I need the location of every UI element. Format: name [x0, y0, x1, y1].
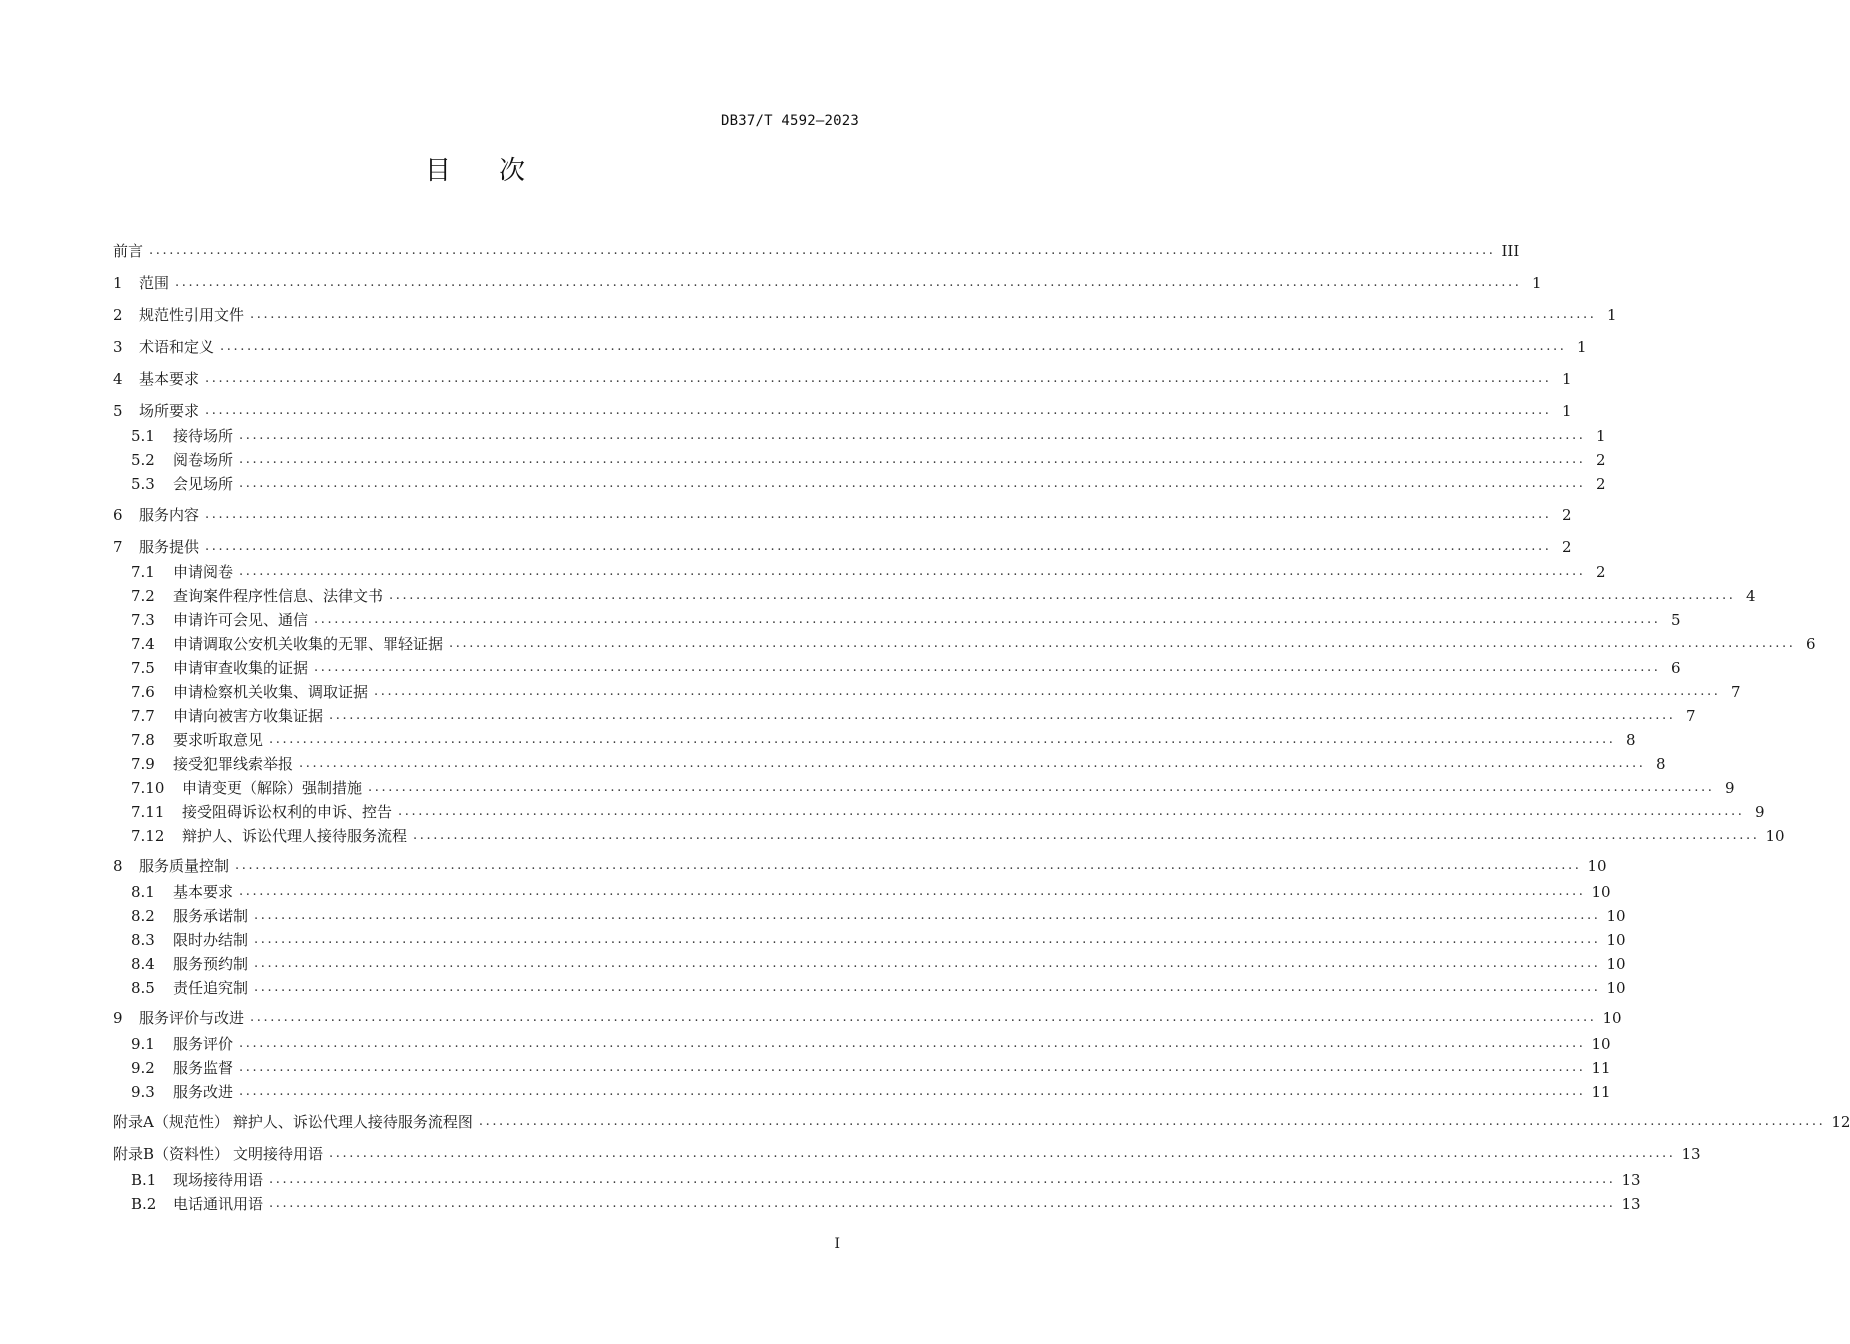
toc-entry-page: 8 [1655, 755, 1666, 773]
toc-entry-page: 8 [1625, 731, 1636, 749]
toc-entry-page: 10 [1587, 857, 1607, 875]
toc-entry-label: 服务承诺制 [173, 907, 249, 925]
toc-entry-number: B.1 [131, 1171, 157, 1189]
toc-leader-dots: ........................................................................................................................................................................................................ [239, 428, 1586, 443]
toc-entry-number: 5 [113, 402, 123, 420]
title-char-2: 次 [499, 156, 526, 186]
toc-entry-number: 7.3 [131, 611, 155, 629]
toc-leader-dots: ........................................................................................................................................................................................................ [314, 660, 1661, 675]
toc-entry-number: 7.8 [131, 731, 155, 749]
toc-entry-label: 查询案件程序性信息、法律文书 [173, 587, 384, 605]
toc-entry-page: 1 [1595, 427, 1606, 445]
toc-entry[interactable] [113, 425, 1606, 447]
toc-entry-page: 4 [1745, 587, 1756, 605]
toc-entry[interactable] [113, 585, 1756, 607]
toc-entry-page: 11 [1591, 1083, 1611, 1101]
toc-entry-number: 8.3 [131, 931, 155, 949]
toc-entry-number: 5.1 [131, 427, 155, 445]
toc-entry-page: 13 [1681, 1145, 1701, 1163]
toc-leader-dots: ........................................................................................................................................................................................................ [254, 908, 1601, 923]
toc-entry-number: 8.5 [131, 979, 155, 997]
toc-entry-label: 申请审查收集的证据 [173, 659, 309, 677]
toc-entry[interactable] [113, 633, 1816, 655]
toc-leader-dots: ........................................................................................................................................................................................................ [478, 1114, 1826, 1129]
page-number: I [834, 1236, 840, 1252]
toc-leader-dots: ........................................................................................................................................................................................................ [314, 612, 1661, 627]
toc-entry-page: 10 [1606, 907, 1626, 925]
toc-leader-dots: ........................................................................................................................................................................................................ [239, 1084, 1586, 1099]
toc-entry[interactable] [113, 855, 1607, 877]
toc-entry-number: 9.2 [131, 1059, 155, 1077]
toc-entry[interactable] [113, 705, 1696, 727]
toc-entry-label: 范围 [139, 274, 170, 292]
toc-leader-dots: ........................................................................................................................................................................................................ [220, 339, 1567, 354]
toc-entry-page: 1 [1531, 274, 1542, 292]
toc-entry-label: 电话通讯用语 [173, 1195, 264, 1213]
toc-entry[interactable] [113, 504, 1572, 526]
toc-entry-label: 服务评价与改进 [139, 1009, 245, 1027]
toc-entry[interactable] [113, 953, 1626, 975]
toc-entry-page: 5 [1670, 611, 1681, 629]
toc-leader-dots: ........................................................................................................................................................................................................ [239, 884, 1586, 899]
toc-entry-label: 责任追究制 [173, 979, 249, 997]
toc-entry[interactable] [113, 336, 1587, 358]
toc-entry-page: 2 [1595, 475, 1606, 493]
toc-entry-number: 4 [113, 370, 123, 388]
toc-entry[interactable] [113, 929, 1626, 951]
toc-entry[interactable] [113, 1081, 1611, 1103]
toc-entry-label: 申请检察机关收集、调取证据 [173, 683, 369, 701]
toc-entry-label: 申请向被害方收集证据 [173, 707, 324, 725]
toc-leader-dots: ........................................................................................................................................................................................................ [329, 708, 1676, 723]
toc-entry[interactable] [113, 777, 1735, 799]
toc-entry-number: 5.2 [131, 451, 155, 469]
toc-entry-page: 10 [1606, 979, 1626, 997]
toc-leader-dots: ........................................................................................................................................................................................................ [413, 828, 1760, 843]
toc-entry-page: 2 [1561, 538, 1572, 556]
toc-leader-dots: ........................................................................................................................................................................................................ [299, 756, 1646, 771]
toc-entry[interactable] [113, 657, 1681, 679]
title-char-1: 目 [424, 156, 451, 186]
toc-entry-number: 7 [113, 538, 123, 556]
toc-entry-page: 10 [1606, 955, 1626, 973]
toc-entry[interactable] [113, 561, 1606, 583]
toc-entry-label: 会见场所 [173, 475, 234, 493]
toc-entry-number: 7.2 [131, 587, 155, 605]
toc-entry-page: 11 [1591, 1059, 1611, 1077]
toc-leader-dots: ........................................................................................................................................................................................................ [239, 1036, 1586, 1051]
toc-entry-label: 申请阅卷 [173, 563, 234, 581]
toc-entry-number: 7.4 [131, 635, 155, 653]
toc-entry-label: 接受犯罪线索举报 [173, 755, 294, 773]
toc-entry[interactable] [113, 400, 1572, 422]
toc-entry-page: 7 [1730, 683, 1741, 701]
toc-entry-number: 7.6 [131, 683, 155, 701]
toc-entry[interactable] [113, 240, 1520, 262]
toc-leader-dots: ........................................................................................................................................................................................................ [398, 804, 1745, 819]
toc-entry-label: 服务评价 [173, 1035, 234, 1053]
toc-leader-dots: ........................................................................................................................................................................................................ [175, 275, 1522, 290]
toc-entry-number: 7.1 [131, 563, 155, 581]
toc-appendix-prefix: 附录A（规范性） [113, 1113, 229, 1131]
toc-entry[interactable] [113, 1007, 1622, 1029]
toc-entry-page: III [1501, 242, 1520, 260]
toc-entry-page: 2 [1561, 506, 1572, 524]
toc-leader-dots: ........................................................................................................................................................................................................ [235, 858, 1582, 873]
toc-entry-label: 基本要求 [173, 883, 234, 901]
toc-entry[interactable] [113, 905, 1626, 927]
toc-entry-label: 术语和定义 [139, 338, 215, 356]
toc-entry[interactable] [113, 753, 1666, 775]
toc-entry-page: 10 [1591, 883, 1611, 901]
toc-entry-number: 8.2 [131, 907, 155, 925]
toc-entry[interactable] [113, 881, 1611, 903]
toc-leader-dots: ........................................................................................................................................................................................................ [329, 1146, 1676, 1161]
toc-entry-label: 服务内容 [139, 506, 200, 524]
toc-entry-label: 申请许可会见、通信 [173, 611, 309, 629]
toc-entry-label: 服务改进 [173, 1083, 234, 1101]
toc-entry-label: 限时办结制 [173, 931, 249, 949]
toc-leader-dots: ........................................................................................................................................................................................................ [205, 403, 1552, 418]
toc-entry-page: 10 [1765, 827, 1785, 845]
toc-entry-label: 接待场所 [173, 427, 234, 445]
toc-entry-label: 服务质量控制 [139, 857, 230, 875]
toc-entry[interactable] [113, 609, 1681, 631]
toc-leader-dots: ........................................................................................................................................................................................................ [205, 507, 1552, 522]
toc-entry[interactable] [113, 729, 1636, 751]
toc-entry-number: 1 [113, 274, 123, 292]
toc-entry-page: 10 [1606, 931, 1626, 949]
standard-code: DB37/T 4592—2023 [720, 113, 859, 129]
toc-entry-page: 1 [1561, 370, 1572, 388]
toc-entry-label: 接受阻碍诉讼权利的申诉、控告 [182, 803, 393, 821]
toc-entry-number: 9 [113, 1009, 123, 1027]
toc-leader-dots: ........................................................................................................................................................................................................ [389, 588, 1736, 603]
toc-leader-dots: ........................................................................................................................................................................................................ [449, 636, 1796, 651]
toc-entry-label: 服务预约制 [173, 955, 249, 973]
toc-entry-label: 要求听取意见 [173, 731, 264, 749]
toc-entry-page: 1 [1606, 306, 1617, 324]
toc-leader-dots: ........................................................................................................................................................................................................ [205, 371, 1552, 386]
page-title [0, 150, 950, 187]
toc-entry-label: 文明接待用语 [233, 1145, 324, 1163]
toc-entry-number: 8.4 [131, 955, 155, 973]
toc-leader-dots: ........................................................................................................................................................................................................ [254, 980, 1601, 995]
toc-entry-page: 1 [1576, 338, 1587, 356]
toc-entry-label: 申请变更（解除）强制措施 [182, 779, 363, 797]
toc-entry-number: 7.9 [131, 755, 155, 773]
toc-entry-number: 9.1 [131, 1035, 155, 1053]
toc-entry-page: 1 [1561, 402, 1572, 420]
toc-leader-dots: ........................................................................................................................................................................................................ [250, 307, 1597, 322]
toc-entry[interactable] [113, 1111, 1850, 1133]
toc-entry[interactable] [113, 681, 1741, 703]
toc-entry-page: 13 [1621, 1171, 1641, 1189]
toc-entry[interactable] [113, 1193, 1641, 1215]
toc-entry-label: 规范性引用文件 [139, 306, 245, 324]
toc-entry-page: 2 [1595, 451, 1606, 469]
toc-entry-label: 阅卷场所 [173, 451, 234, 469]
toc-entry-number: 9.3 [131, 1083, 155, 1101]
toc-leader-dots: ........................................................................................................................................................................................................ [269, 732, 1616, 747]
toc-entry[interactable] [113, 449, 1606, 471]
toc-leader-dots: ........................................................................................................................................................................................................ [269, 1196, 1616, 1211]
toc-entry-number: 8.1 [131, 883, 155, 901]
toc-entry-number: 8 [113, 857, 123, 875]
toc-leader-dots: ........................................................................................................................................................................................................ [239, 1060, 1586, 1075]
toc-entry-number: 7.5 [131, 659, 155, 677]
toc-entry-number: 5.3 [131, 475, 155, 493]
toc-leader-dots: ........................................................................................................................................................................................................ [239, 564, 1586, 579]
toc-entry-number: 7.12 [131, 827, 165, 845]
toc-entry-page: 10 [1591, 1035, 1611, 1053]
toc-entry-label: 基本要求 [139, 370, 200, 388]
toc-entry-label: 前言 [113, 242, 144, 260]
toc-entry[interactable] [113, 977, 1626, 999]
toc-leader-dots: ........................................................................................................................................................................................................ [239, 452, 1586, 467]
toc-entry[interactable] [113, 272, 1542, 294]
toc-leader-dots: ........................................................................................................................................................................................................ [254, 956, 1601, 971]
toc-leader-dots: ........................................................................................................................................................................................................ [374, 684, 1721, 699]
toc-entry[interactable] [113, 536, 1572, 558]
toc-entry-page: 12 [1831, 1113, 1850, 1131]
toc-entry[interactable] [113, 304, 1617, 326]
toc-leader-dots: ........................................................................................................................................................................................................ [149, 243, 1496, 258]
toc-entry-number: B.2 [131, 1195, 157, 1213]
toc-entry-number: 7.10 [131, 779, 165, 797]
toc-entry-page: 6 [1670, 659, 1681, 677]
toc-leader-dots: ........................................................................................................................................................................................................ [205, 539, 1552, 554]
toc-entry-number: 3 [113, 338, 123, 356]
toc-leader-dots: ........................................................................................................................................................................................................ [250, 1010, 1597, 1025]
toc-entry-number: 7.7 [131, 707, 155, 725]
toc-entry-page: 13 [1621, 1195, 1641, 1213]
toc-entry[interactable] [113, 1169, 1641, 1191]
toc-entry-label: 服务提供 [139, 538, 200, 556]
toc-entry-number: 7.11 [131, 803, 165, 821]
toc-entry[interactable] [113, 801, 1765, 823]
toc-leader-dots: ........................................................................................................................................................................................................ [368, 780, 1715, 795]
toc-entry-page: 10 [1602, 1009, 1622, 1027]
toc-entry-label: 场所要求 [139, 402, 200, 420]
toc-appendix-prefix: 附录B（资料性） [113, 1145, 230, 1163]
toc-entry-page: 2 [1595, 563, 1606, 581]
toc-entry[interactable] [113, 1033, 1611, 1055]
toc-entry-page: 7 [1685, 707, 1696, 725]
toc-entry-label: 辩护人、诉讼代理人接待服务流程图 [232, 1113, 473, 1131]
toc-entry-label: 申请调取公安机关收集的无罪、罪轻证据 [173, 635, 444, 653]
toc-entry[interactable] [113, 1057, 1611, 1079]
toc-entry[interactable] [113, 368, 1572, 390]
toc-entry-number: 6 [113, 506, 123, 524]
toc-entry-page: 6 [1805, 635, 1816, 653]
toc-leader-dots: ........................................................................................................................................................................................................ [269, 1172, 1616, 1187]
toc-entry-label: 辩护人、诉讼代理人接待服务流程 [182, 827, 408, 845]
toc-entry-number: 2 [113, 306, 123, 324]
toc-entry[interactable] [113, 825, 1785, 847]
toc-entry[interactable] [113, 473, 1606, 495]
toc-entry-label: 服务监督 [173, 1059, 234, 1077]
toc-leader-dots: ........................................................................................................................................................................................................ [239, 476, 1586, 491]
toc-entry[interactable] [113, 1143, 1701, 1165]
toc-entry-page: 9 [1724, 779, 1735, 797]
toc-leader-dots: ........................................................................................................................................................................................................ [254, 932, 1601, 947]
toc-entry-label: 现场接待用语 [173, 1171, 264, 1189]
toc-entry-page: 9 [1754, 803, 1765, 821]
